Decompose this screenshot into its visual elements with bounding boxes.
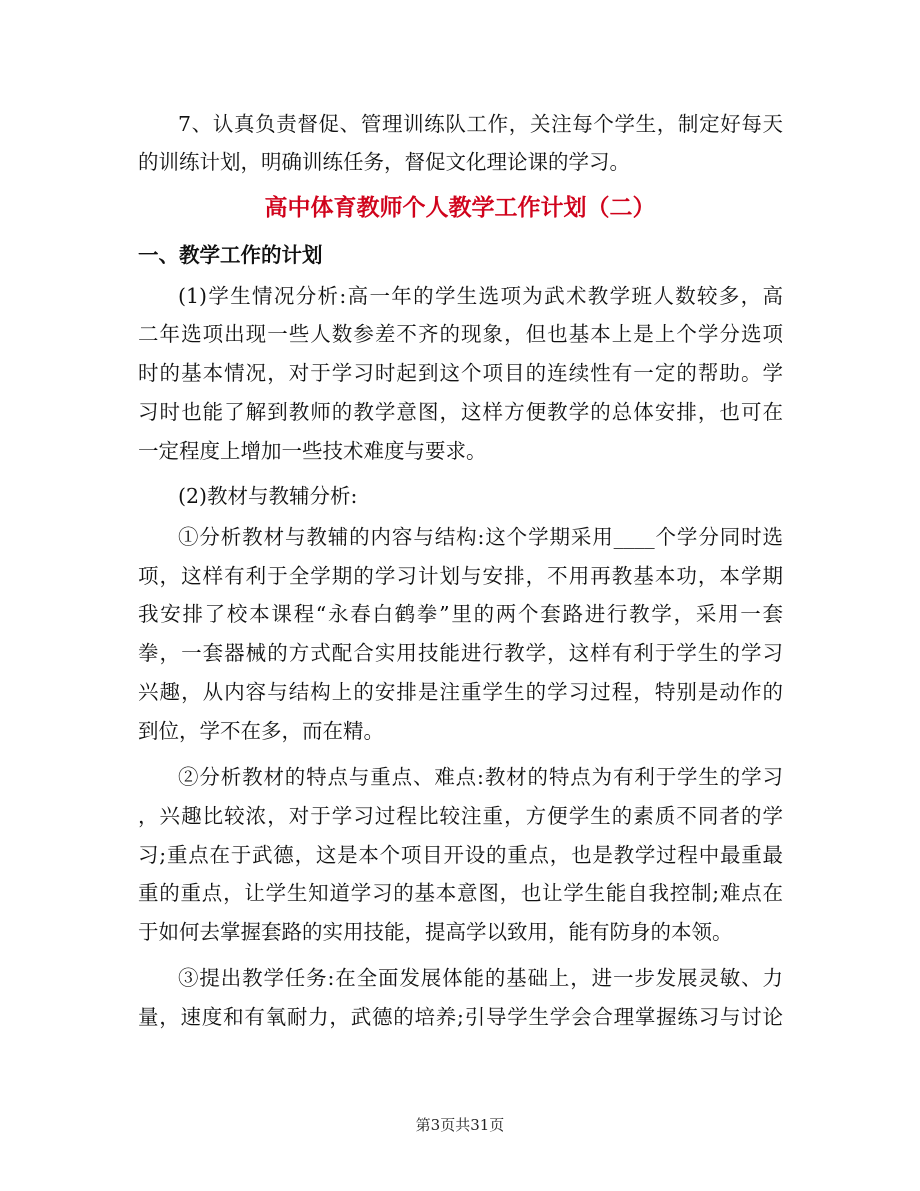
p5-line-1: ③提出教学任务:在全面发展体能的基础上，进一步发展灵敏、力 <box>178 966 783 990</box>
p1-line-1: (1)学生情况分析:高一年的学生选项为武术教学班人数较多，高 <box>178 284 783 308</box>
p2-line-1: (2)教材与教辅分析: <box>178 484 358 508</box>
document-title: 高中体育教师个人教学工作计划（二） <box>264 194 656 221</box>
page-number: 第3页共31页 <box>415 1116 505 1134</box>
item7-line-2: 的训练计划，明确训练任务，督促文化理论课的学习。 <box>138 150 630 174</box>
p3-line-4: 拳，一套器械的方式配合实用技能进行教学，这样有利于学生的学习 <box>138 641 783 665</box>
p1-line-2: 二年选项出现一些人数参差不齐的现象，但也基本上是上个学分选项 <box>138 322 783 346</box>
p3-line-5: 兴趣，从内容与结构上的安排是注重学生的学习过程，特别是动作的 <box>138 680 783 704</box>
p5-line-2: 量，速度和有氧耐力，武德的培养;引导学生学会合理掌握练习与讨论 <box>138 1005 783 1029</box>
p4-line-5: 于如何去掌握套路的实用技能，提高学以致用，能有防身的本领。 <box>138 920 733 944</box>
item7-line-1: 7、认真负责督促、管理训练队工作，关注每个学生，制定好每天 <box>178 112 783 136</box>
p4-line-2: ，兴趣比较浓，对于学习过程比较注重，方便学生的素质不同者的学 <box>138 804 783 828</box>
section-heading: 一、教学工作的计划 <box>138 243 323 267</box>
p1-line-3: 时的基本情况，对于学习时起到这个项目的连续性有一定的帮助。学 <box>138 361 783 385</box>
p4-line-4: 重的重点，让学生知道学习的基本意图，也让学生能自我控制;难点在 <box>138 881 783 905</box>
p3-line-1: ①分析教材与教辅的内容与结构:这个学期采用____个学分同时选 <box>178 525 783 549</box>
p4-line-3: 习;重点在于武德，这是本个项目开设的重点，也是教学过程中最重最 <box>138 843 783 867</box>
p3-line-3: 我安排了校本课程“永春白鹤拳”里的两个套路进行教学，采用一套 <box>138 602 783 626</box>
p1-line-5: 一定程度上增加一些技术难度与要求。 <box>138 439 487 463</box>
p1-line-4: 习时也能了解到教师的教学意图，这样方便教学的总体安排，也可在 <box>138 400 783 424</box>
p4-line-1: ②分析教材的特点与重点、难点:教材的特点为有利于学生的学习 <box>178 765 783 789</box>
p3-line-2: 项，这样有利于全学期的学习计划与安排，不用再教基本功，本学期 <box>138 564 783 588</box>
p3-line-6: 到位，学不在多，而在精。 <box>138 719 384 743</box>
